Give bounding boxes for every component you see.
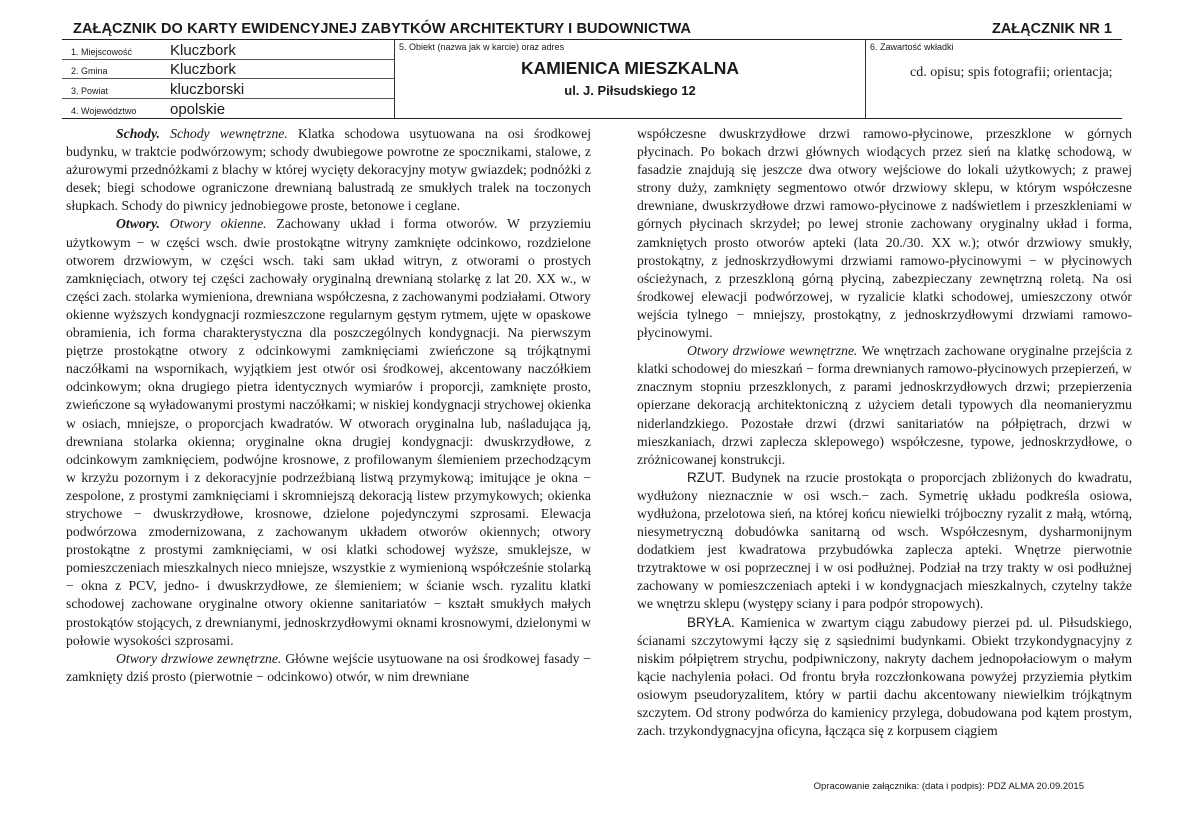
paragraph-text: Kamienica w zwartym ciągu zabudowy pierzei pd. ul. Piłsudskiego, ścianami szczytowymi łączy się z sąsiednimi budynkami. Obiekt trzykondygnacyjny z niskim półpiętrem strychu, podpiwniczony, nakryty dachem jednopołaciowym o małym kącie nachylenia połaci. Od frontu bryła rozczłonkowana powyżej przyziemia płytkim osiowym pseudoryzalitem, który w partii dachu akcentowany niewielkim trójkątnym szczytem. Od strony podwórza do kamienicy przylega, dobudowana pod kątem prostym, zach. trzykondygnacyjna oficyna, łącząca się z korpusem ciągiem (637, 614, 1133, 739)
contents-cell (866, 40, 1122, 118)
subsection-heading: Otwory drzwiowe wewnętrzne. (687, 343, 858, 359)
paragraph-massing (637, 614, 1132, 741)
section-heading: Schody. (116, 126, 160, 141)
paragraph-interior-doors (637, 342, 1132, 469)
field-voivodeship (62, 99, 394, 119)
section-heading: Otwory. (116, 216, 160, 232)
right-text-column (637, 125, 1132, 740)
attachment-number: ZAŁĄCZNIK NR 1 (991, 21, 1112, 37)
paragraph-plan (637, 469, 1132, 614)
paragraph-text: Główne wejście usytuowane na osi środkowej fasady − zamknięty dziś prosto (pierwotnie − odcinkowo) otwór, w nim drewniane (66, 650, 591, 684)
object-label: 5. Obiekt (nazwa jak w karcie) oraz adres (399, 42, 565, 52)
paragraph-text: Budynek na rzucie prostokąta o proporcjach zbliżonych do kwadratu, wydłużony nieznacznie w osi wsch.− zach. Symetrię układu podkreśla osiowa, wydłużona, przelotowa sień, na której końcu niewielki trójboczny ryzalit z małą, wtórną, niesymetryczną dobudówka sanitarną od wsch. Współczesnym, dysharmonijnym dodatkiem jest kwadratowa przybudówka zaplecza apteki. Wnętrze pierwotnie trzytraktowe w osi poprzecznej i w osi podłużnej. Podział na trzy trakty w osi podłużnej zachowany w pomieszczeniach apteki i w kondygnacjach mieszkalnych, czytelny także we wnętrzu sklepu (występy sciany i para podpór stropowych). (637, 469, 1132, 612)
field-commune (62, 60, 394, 80)
paragraph-stairs (66, 125, 591, 215)
subsection-heading: Schody wewnętrzne. (170, 126, 288, 141)
paragraph-text: Klatka schodowa usytuowana na osi środkowej budynku, w traktcie podwórzowym; schody dwubiegowe powrotne ze spocznikami, stalowe, z ażurowymi przednóżkami z blachy w której wycięty dekoracyjny motyw gwiazdek; podnóżki z desek; biegi schodowe ograniczone drewnianą balustradą ze smukłych tralek na toczonych słupkach. Schody do piwnicy jednobiegowe proste, betonowe i ceglane. (66, 126, 592, 214)
section-heading: RZUT. (687, 469, 726, 485)
object-address: ul. J. Piłsudskiego 12 (564, 83, 696, 98)
contents-value: cd. opisu; spis fotografii; orientacja; (910, 65, 1113, 80)
paragraph-text: We wnętrzach zachowane oryginalne przejścia z klatki schodowej do mieszkań − forma drewnianych ramowo-płycinowych przepierzeń, w znacznym stopniu przeszklonych, z parami jednoskrzydłowych drzwi; przepierzenia opierzane dekoracją architektoniczną z użyciem detali typowych dla neomanieryzmu niderlandzkiego. Pozostałe drzwi (drzwi sanitariatów na półpiętrach, drzwi w mieszkaniach, drzwi zaplecza sklepowego) współczesne, typowe, jednoskrzydłowe, o zróżnicowanej konstrukcji. (637, 343, 1132, 467)
field-county (62, 79, 394, 99)
field-value: kluczborski (170, 80, 245, 98)
field-value: opolskie (170, 101, 226, 118)
field-value: Kluczbork (170, 41, 236, 59)
location-fields (62, 40, 395, 118)
prepared-by-footer: Opracowanie załącznika: (data i podpis): PDZ ALMA 20.09.2015 (813, 781, 1084, 792)
paragraph-exterior-doors (66, 650, 591, 686)
field-label: 1. Miejscowość (71, 46, 133, 57)
subsection-heading: Otwory drzwiowe zewnętrzne. (116, 650, 282, 666)
form-table (62, 39, 1122, 119)
document-title: ZAŁĄCZNIK DO KARTY EWIDENCYJNEJ ZABYTKÓW ARCHITEKTURY I BUDOWNICTWA (73, 21, 692, 37)
subsection-heading: Otwory okienne. (169, 216, 267, 232)
paragraph-text: Zachowany układ i forma otworów. W przyziemiu użytkowym − w części wsch. dwie prostokątne witryny zamknięte odcinkowo, rozdzielone otworem drzwiowym, w części wsch. taki sam układ witryn, z otworami o prostych zamknięciach, otwory tej części zachowały oryginalną drewnianą stolarkę z lat 20. XX w., w części zach. stolarka wymieniona, drewniana współczesna, z zachowanymi podziałami. Otwory okienne wyższych kondygnacji rozmieszczone regularnym gęstym rytmem, ujęte w opaskowe obramienia, ich forma charakterystyczna dla poszczególnych kondygnacji. Na pierwszym piętrze prostokątne otwory z odcinkowymi zamknięciami zwieńczone są trójkątnymi naczółkami na wspornikach, wyjątkiem jest otwór osi środkowej, akcentowany naczółkiem odcinkowym; okna drugiego pietra identycznych wymiarów i proporcji, zamknięte prosto, zwieńczone są wyładowanymi prostymi naczółkami; w niskiej kondygnacji strychowej okienka w osiach, mniejsze, o proporcjach kwadratów. W otworach oryginalna lub, naśladująca ją, drewniana stolarka okienna; oryginalne okna drugiej kondygnacji: dwuskrzydłowe, z odcinkowym zamknięciem, podwójne krosnowe, z profilowanym ślemieniem przechodzącym w krzyżu pozornym i z dekoracyjnie podrzeźbianą listwą przymykową; imitujące je okna − zespolone, z prostymi zamknięciami i skromniejszą dekoracją listew przymykowych; okienka strychowe − dwuskrzydłowe, krosnowe, dzielone pojedynczymi szprosami. Elewacja podwórzowa zmodernizowana, z zachowanym układem otworów okiennych; otwory prostokątne z prostymi zamknięciami, w osi klatki schodowej wyższe, smuklejsze, w pomieszczeniach mieszkalnych nieco mniejsze, wszystkie z wymienioną współcześnie stolarką − okna z PCV, jedno- i dwuskrzydłowe, ze ślemieniem; w ścianie wsch. ryzalitu klatki schodowej zachowane oryginalne otwory okienne sanitariatów − kształt smukłych małych prostokątów stojących, z drewnianymi, jednoskrzydłowymi oknami krosnowymi, dzielonymi w połowie wysokości szprosami. (66, 216, 591, 648)
paragraph-openings (66, 215, 591, 649)
field-value: Kluczbork (170, 61, 236, 78)
field-label: 4. Województwo (71, 106, 137, 116)
field-label: 2. Gmina (71, 66, 108, 76)
section-heading: BRYŁA. (687, 614, 735, 630)
object-name: KAMIENICA MIESZKALNA (520, 58, 740, 78)
field-locality (62, 40, 394, 60)
object-cell (395, 40, 866, 118)
left-text-column (66, 125, 591, 686)
paragraph-continuation (637, 125, 1132, 342)
field-label: 3. Powiat (71, 85, 109, 96)
paragraph-text: współczesne dwuskrzydłowe drzwi ramowo-płycinowe, przeszklone w górnych płycinach. Po bokach drzwi głównych wiodących przez sień na klatkę schodową, w fasadzie znajdują się jeszcze dwa otwory wejściowe do lokali użytkowych; z prawej strony duży, zamknięty segmentowo otwór drzwiowy sklepu, w którym współczesne drewniane, dwuskrzydłowe drzwi ramowo-płycinowe z nadświetlem i przeszkleniami w górnych płycinach skrzydeł; po lewej stronie zachowany oryginalny układ i forma, zamkniętych prosto otworów apteki (lata 20./30. XX w.); otwór drzwiowy smukły, prostokątny, z jednoskrzydłowymi drzwiami ramowo-płycinowymi − w płycinowych ościeżynach, z przeszkloną górną płyciną, zabezpieczany zewnętrzną roletą. Na osi środkowej elewacji podwórzowej, w ryzalicie klatki schodowej, umieszczony otwór wejścia tylnego − mniejszy, prostokątny, z jednoskrzydłowymi drzwiami ramowo-płycinowymi. (637, 126, 1132, 341)
contents-label: 6. Zawartość wkładki (870, 42, 954, 52)
